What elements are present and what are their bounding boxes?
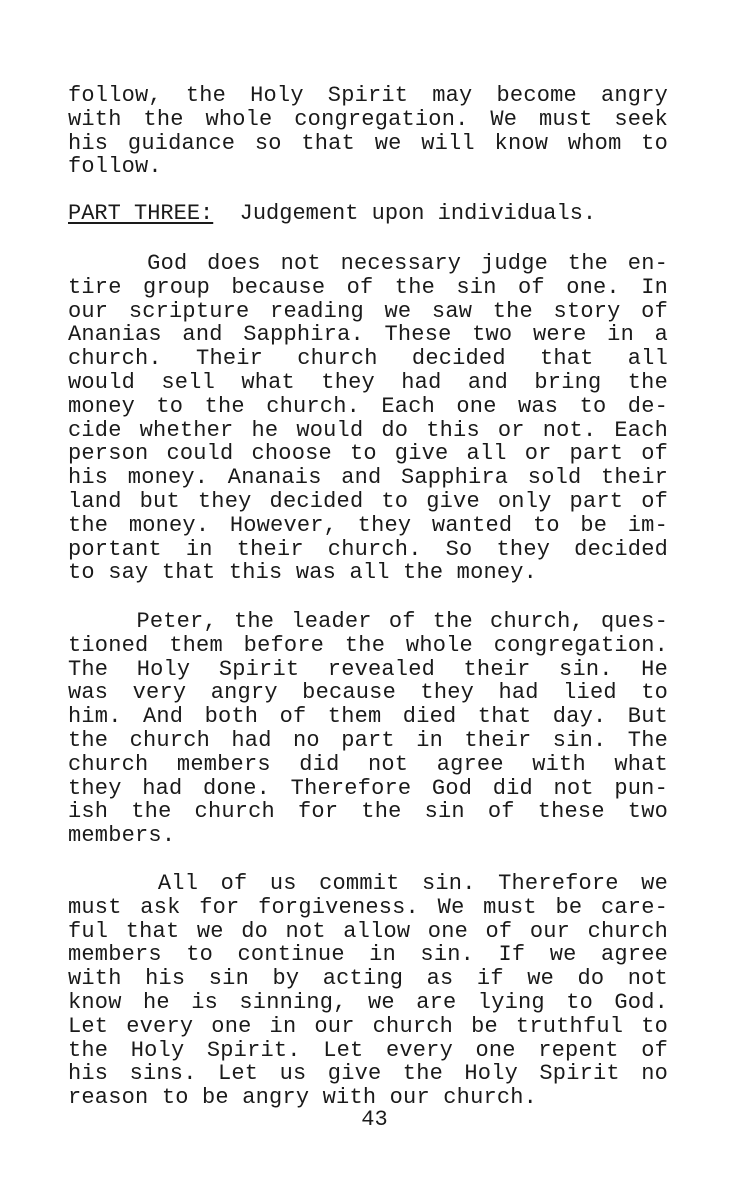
text-line: tire group because of the sin of one. In	[68, 274, 668, 300]
text-line: ful that we do not allow one of our church	[68, 918, 668, 944]
text-line: his sins. Let us give the Holy Spirit no	[68, 1061, 668, 1087]
text-line: follow, the Holy Spirit may become angry	[68, 83, 668, 108]
text-line: Let every one in our church be truthful to	[68, 1013, 668, 1039]
text-line: land but they decided to give only part of	[68, 488, 668, 514]
text-line: his guidance so that we will know whom to	[68, 130, 668, 156]
text-line: ish the church for the sin of these two	[68, 799, 668, 825]
text-line: with his sin by acting as if we do not	[68, 966, 668, 992]
text-line: the church had no part in their sin. The	[68, 727, 668, 753]
text-line: God does not necessary judge the en-	[68, 251, 668, 276]
section-label: PART THREE:	[68, 201, 214, 226]
text-line: The Holy Spirit revealed their sin. He	[68, 656, 668, 682]
text-line: All of us commit sin. Therefore we	[68, 871, 668, 896]
text-line: cide whether he would do this or not. Each	[68, 417, 668, 443]
text-line: the money. However, they wanted to be im-	[68, 512, 668, 538]
paragraph-commit-sin	[68, 872, 668, 1110]
text-line: portant in their church. So they decided	[68, 536, 668, 562]
paragraph-ananias-sapphira	[68, 252, 668, 585]
text-line: money to the church. Each one was to de-	[68, 393, 668, 419]
text-line: tioned them before the whole congregation.	[68, 632, 668, 658]
paragraph-peter	[68, 610, 668, 848]
text-line: him. And both of them died that day. But	[68, 704, 668, 730]
text-line: was very angry because they had lied to	[68, 680, 668, 706]
text-line: his money. Ananais and Sapphira sold their	[68, 465, 668, 491]
page-number: 43	[361, 1107, 388, 1132]
text-line: church members did not agree with what	[68, 751, 668, 777]
text-line: would sell what they had and bring the	[68, 369, 668, 395]
text-line: Peter, the leader of the church, ques-	[68, 609, 668, 634]
text-line: with the whole congregation. We must seek	[68, 106, 668, 132]
text-line: our scripture reading we saw the story of	[68, 298, 668, 324]
text-line: the Holy Spirit. Let every one repent of	[68, 1037, 668, 1063]
text-line: person could choose to give all or part of	[68, 441, 668, 467]
text-line: church. Their church decided that all	[68, 346, 668, 372]
text-line: members.	[68, 823, 176, 849]
text-line: they had done. Therefore God did not pun-	[68, 775, 668, 801]
text-line: members to continue in sin. If we agree	[68, 942, 668, 968]
text-line: know he is sinning, we are lying to God.	[68, 989, 668, 1015]
section-title: Judgement upon individuals.	[239, 201, 597, 226]
text-line: follow.	[68, 154, 162, 180]
text-line: must ask for forgiveness. We must be care-	[68, 894, 668, 920]
continuation-paragraph	[68, 84, 668, 179]
text-line: Ananias and Sapphira. These two were in a	[68, 322, 668, 348]
section-heading	[68, 202, 596, 226]
text-line: to say that this was all the money.	[68, 560, 538, 586]
text-line: reason to be angry with our church.	[68, 1085, 538, 1111]
